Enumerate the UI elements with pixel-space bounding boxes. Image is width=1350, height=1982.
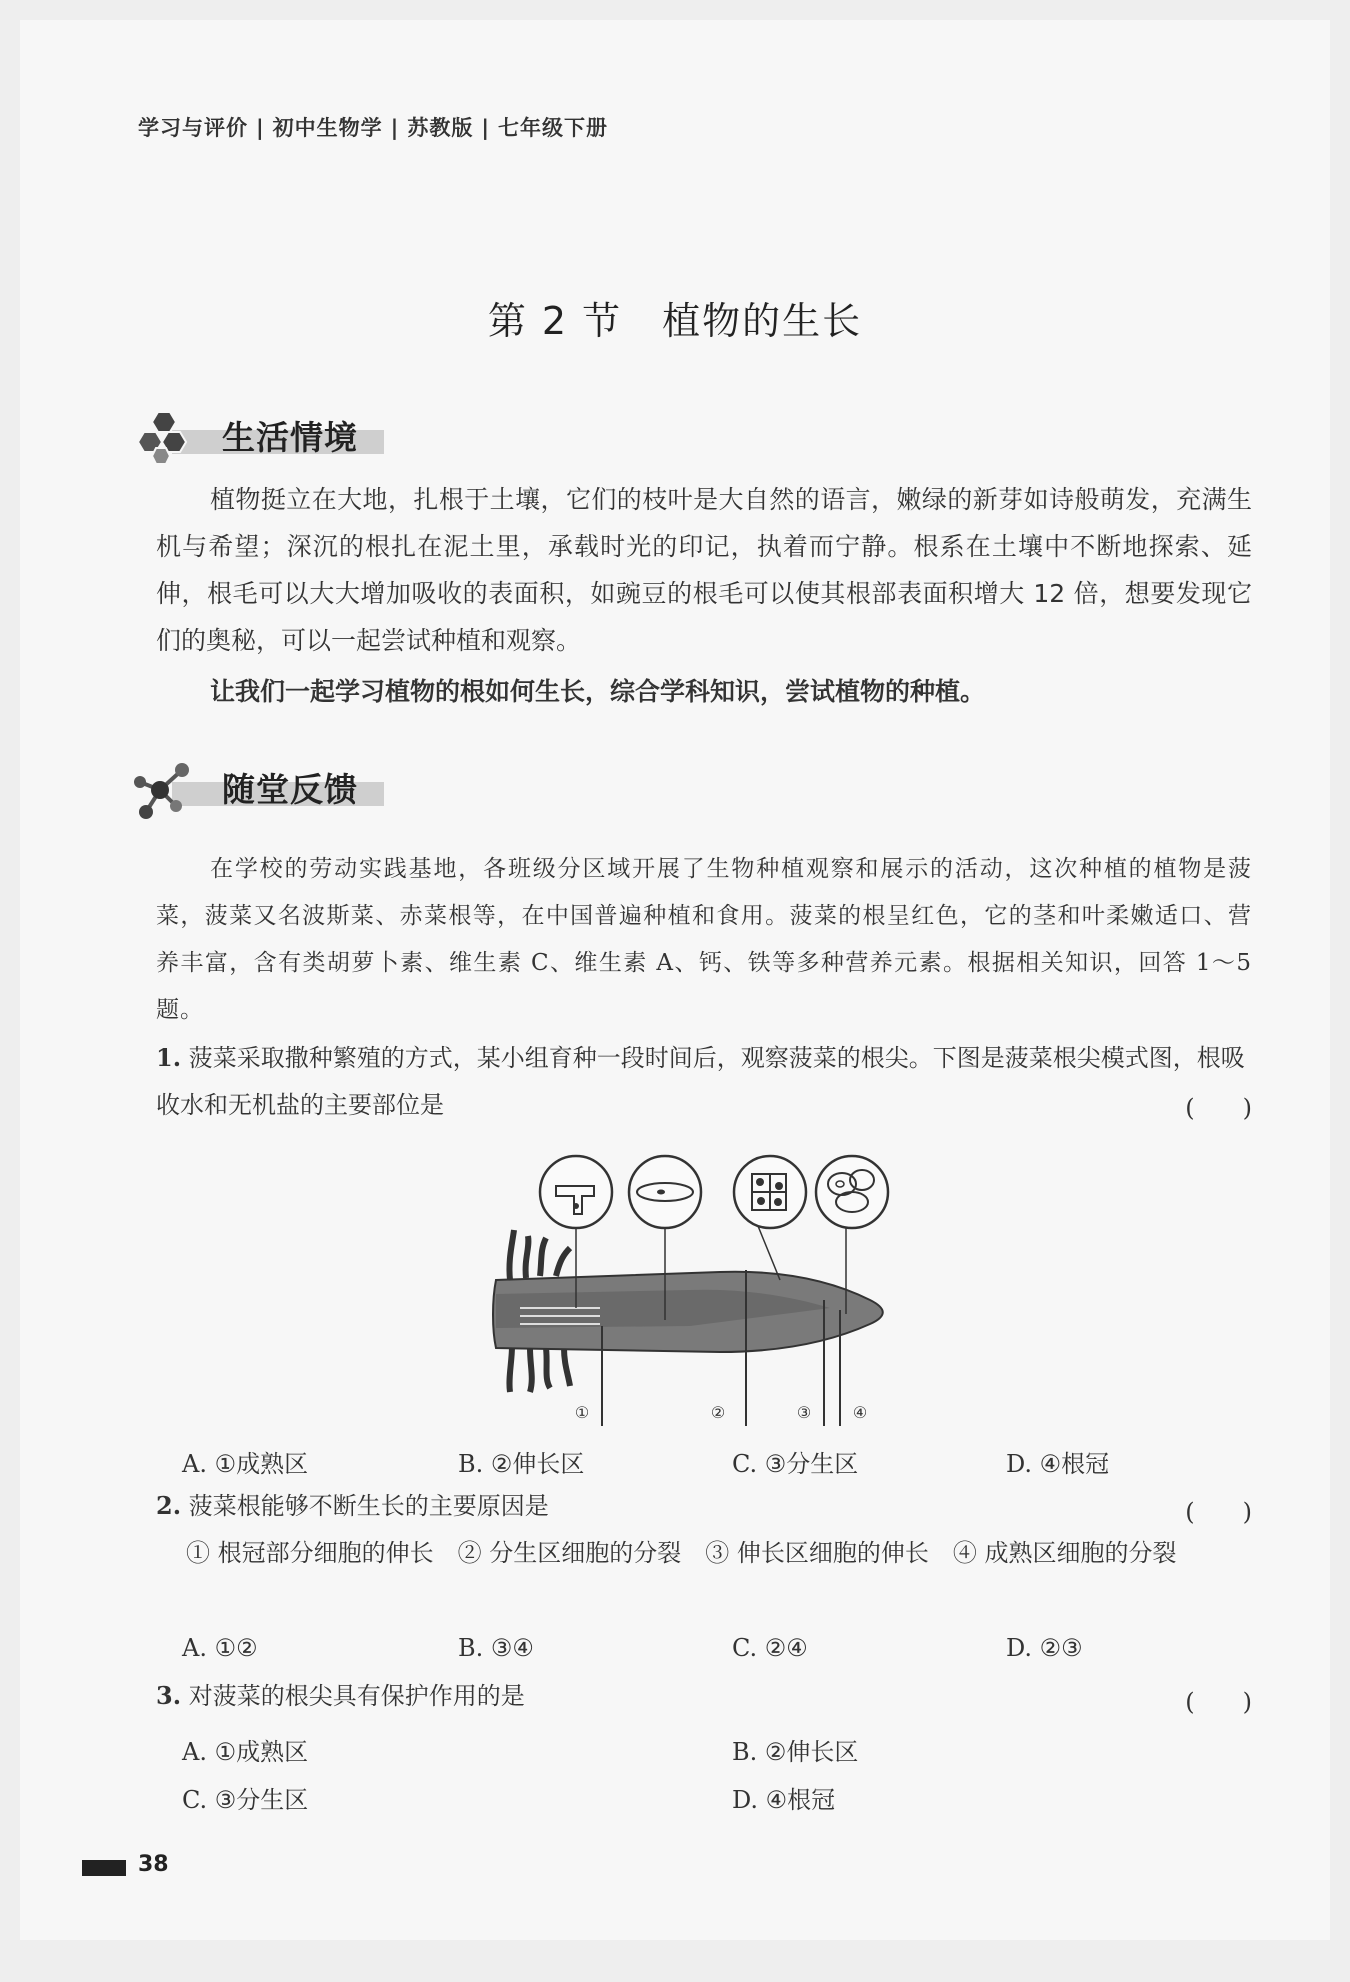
zone-label-2: ② bbox=[710, 1403, 726, 1422]
q2-statements: ① 根冠部分细胞的伸长 ② 分生区细胞的分裂 ③ 伸长区细胞的伸长 ④ 成熟区细胞的分裂 bbox=[186, 1539, 1177, 1567]
q1-option-d[interactable]: D. ④根冠 bbox=[1006, 1450, 1110, 1478]
q1-option-c[interactable]: C. ③分生区 bbox=[732, 1450, 859, 1478]
question-1 bbox=[156, 1034, 1252, 1129]
page bbox=[20, 20, 1330, 1940]
answer-paren: ( ) bbox=[1185, 1688, 1252, 1716]
question-number: 2. bbox=[156, 1491, 182, 1520]
q2-option-d[interactable]: D. ②③ bbox=[1006, 1634, 1083, 1662]
header-edition: 苏教版 bbox=[407, 116, 474, 140]
q3-option-b[interactable]: B. ②伸长区 bbox=[732, 1738, 859, 1766]
root-tip-diagram bbox=[490, 1130, 910, 1434]
q1-option-b[interactable]: B. ②伸长区 bbox=[458, 1450, 585, 1478]
zone-label-4: ④ bbox=[852, 1403, 868, 1422]
zone-label-1: ① bbox=[574, 1403, 590, 1422]
context-paragraph: 植物挺立在大地，扎根于土壤，它们的枝叶是大自然的语言，嫩绿的新芽如诗般萌发，充满生机与希望；深沉的根扎在泥土里，承载时光的印记，执着而宁静。根系在土壤中不断地探索、延伸，根毛可以大大增加吸收的表面积，如豌豆的根毛可以使其根部表面积增大 12 倍，想要发现它们的奥秘，可以一起尝试种植和观察。 bbox=[156, 485, 1252, 655]
zone-label-3: ③ bbox=[796, 1403, 812, 1422]
running-header bbox=[138, 112, 608, 142]
section-heading-life bbox=[132, 408, 392, 468]
section-name: 植物的生长 bbox=[662, 299, 863, 343]
question-text: 对菠菜的根尖具有保护作用的是 bbox=[188, 1682, 525, 1710]
header-separator: | bbox=[481, 116, 491, 140]
header-grade: 七年级下册 bbox=[498, 116, 609, 140]
section-heading-label: 生活情境 bbox=[222, 418, 358, 457]
q2-option-a[interactable]: A. ①② bbox=[182, 1634, 258, 1662]
molecule-icon bbox=[132, 760, 194, 822]
chapter-title bbox=[20, 290, 1330, 345]
hexagon-cluster-icon bbox=[132, 408, 192, 468]
q1-option-a[interactable]: A. ①成熟区 bbox=[182, 1450, 309, 1478]
answer-paren: ( ) bbox=[1185, 1498, 1252, 1526]
question-number: 3. bbox=[156, 1681, 182, 1710]
header-separator: | bbox=[390, 116, 400, 140]
header-book: 学习与评价 bbox=[138, 116, 248, 140]
q3-option-d[interactable]: D. ④根冠 bbox=[732, 1786, 836, 1814]
question-text: 菠菜根能够不断生长的主要原因是 bbox=[188, 1492, 549, 1520]
page-number: 38 bbox=[138, 1852, 169, 1877]
q2-option-b[interactable]: B. ③④ bbox=[458, 1634, 534, 1662]
section-heading-label: 随堂反馈 bbox=[222, 770, 358, 809]
q2-option-c[interactable]: C. ②④ bbox=[732, 1634, 808, 1662]
context-bold-line: 让我们一起学习植物的根如何生长，综合学科知识，尝试植物的种植。 bbox=[210, 677, 986, 706]
section-heading-feedback bbox=[132, 760, 392, 820]
feedback-intro: 在学校的劳动实践基地，各班级分区域开展了生物种植观察和展示的活动，这次种植的植物是菠菜，菠菜又名波斯菜、赤菜根等，在中国普遍种植和食用。菠菜的根呈红色，它的茎和叶柔嫩适口、营养丰富，含有类胡萝卜素、维生素 C、维生素 A、钙、铁等多种营养元素。根据相关知识，回答 1～5 题。 bbox=[156, 856, 1252, 1023]
question-3 bbox=[156, 1672, 1252, 1720]
question-number: 1. bbox=[156, 1043, 182, 1072]
answer-paren: ( ) bbox=[1185, 1094, 1252, 1122]
q3-option-c[interactable]: C. ③分生区 bbox=[182, 1786, 309, 1814]
q3-option-a[interactable]: A. ①成熟区 bbox=[182, 1738, 309, 1766]
header-subject: 初中生物学 bbox=[272, 116, 383, 140]
footer-bar bbox=[82, 1860, 126, 1876]
question-text: 菠菜采取撒种繁殖的方式，某小组育种一段时间后，观察菠菜的根尖。下图是菠菜根尖模式图，根吸收水和无机盐的主要部位是 bbox=[156, 1044, 1245, 1119]
header-separator: | bbox=[256, 116, 265, 140]
question-2 bbox=[156, 1482, 1252, 1530]
section-number: 第 2 节 bbox=[487, 299, 623, 343]
